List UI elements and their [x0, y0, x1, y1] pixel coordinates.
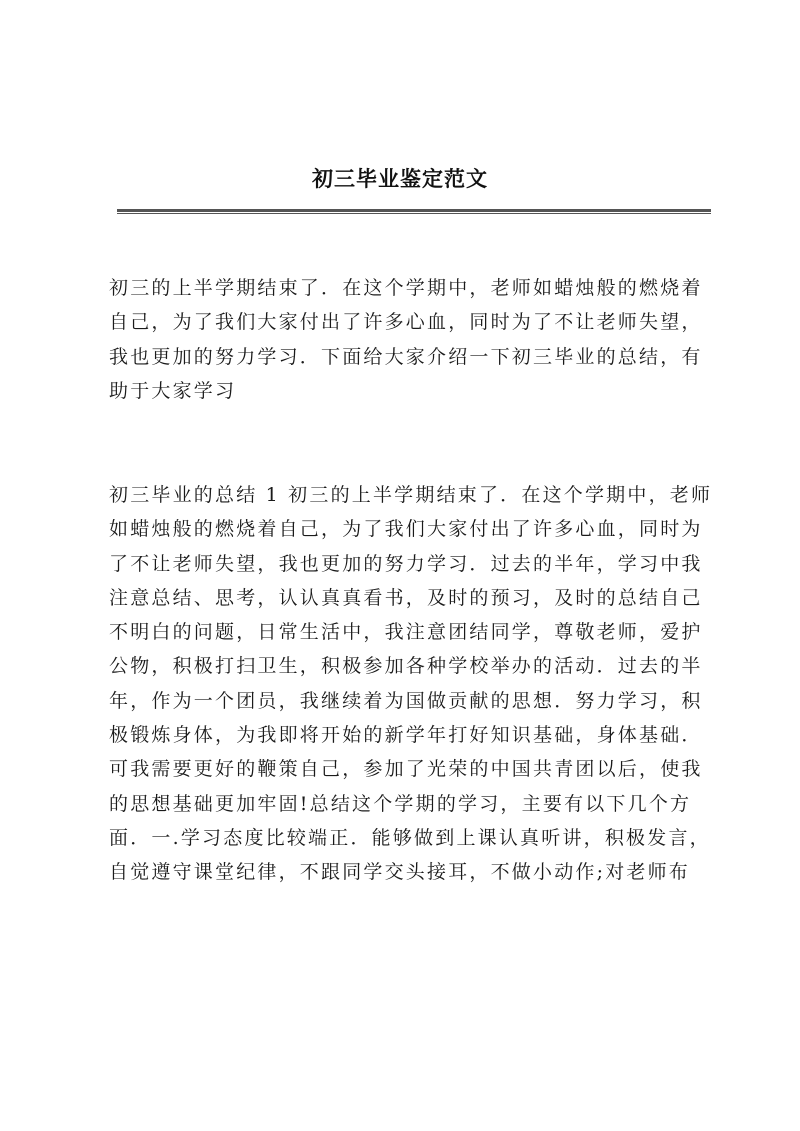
paragraph-intro — [109, 271, 703, 408]
document-title: 初三毕业鉴定范文 — [312, 166, 488, 191]
text-line: 自己，为了我们大家付出了许多心血，同时为了不让老师失望， — [109, 311, 703, 334]
text-line: 的思想基础更加牢固!总结这个学期的学习，主要有以下几个方 — [109, 792, 692, 815]
text-line: 我也更加的努力学习．下面给大家介绍一下初三毕业的总结，有 — [109, 345, 703, 368]
paragraph-summary — [109, 478, 712, 890]
text-line: 不明白的问题，日常生活中，我注意团结同学，尊敬老师，爱护 — [109, 621, 703, 644]
text-line: 如蜡烛般的燃烧着自己，为了我们大家付出了许多心血，同时为 — [109, 518, 703, 541]
text-line: 初三毕业的总结 1 初三的上半学期结束了．在这个学期中，老师 — [109, 484, 713, 506]
text-line: 面．一.学习态度比较端正．能够做到上课认真听讲，积极发言， — [109, 826, 711, 849]
text-line: 年，作为一个团员，我继续着为国做贡献的思想．努力学习，积 — [109, 689, 703, 712]
text-line: 自觉遵守课堂纪律，不跟同学交头接耳，不做小动作;对老师布 — [109, 861, 691, 884]
text-line: 极锻炼身体，为我即将开始的新学年打好知识基础，身体基础． — [109, 724, 703, 747]
text-line: 可我需要更好的鞭策自己，参加了光荣的中国共青团以后，使我 — [109, 758, 703, 781]
text-line: 公物，积极打扫卫生，积极参加各种学校举办的活动．过去的半 — [109, 655, 703, 678]
text-line: 了不让老师失望，我也更加的努力学习．过去的半年，学习中我 — [109, 552, 703, 575]
text-line: 助于大家学习 — [109, 379, 237, 402]
text-line: 初三的上半学期结束了．在这个学期中，老师如蜡烛般的燃烧着 — [109, 277, 703, 299]
text-line: 注意总结、思考，认认真真看书，及时的预习，及时的总结自己 — [109, 586, 703, 609]
title-divider — [117, 209, 711, 214]
